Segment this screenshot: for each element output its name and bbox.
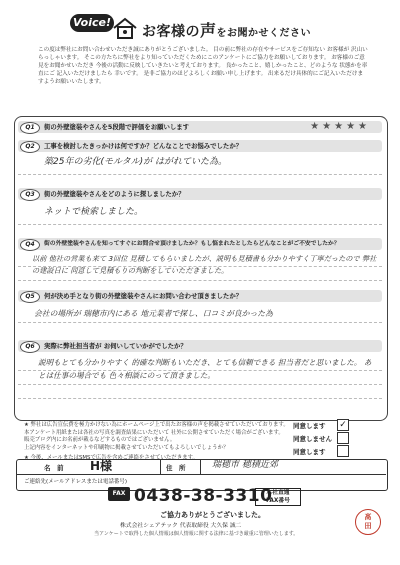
answer-line — [18, 370, 382, 371]
answer-q3: ネットで検索しました。 — [44, 207, 144, 217]
company-name: 株式会社シェアテック 代表取締役 大久保 誠二 — [120, 523, 242, 529]
question-row-q2 — [18, 140, 382, 152]
intro-text: この度は弊社にお問い合わせいただき誠にありがとうございました。 目の前に弊社の存在やサービスをご存知ない お客様が 沢山いらっしゃいます。 そこの方たちに弊社をより知っていただくためにこのアンケートにご協力をお願いしております。 お客様のご意見をお聞かせいただき 今後の活動に反映していきたいと考えております。 良かったこと、嬉しかったこと、どのような 状態かを率直にご 記入いただけましたら 幸いです。 是非ご協力のほどよろしくお願い申し上げます。 出来るだけ具体的にご記入いただけますようお願いいたします。 — [38, 47, 368, 85]
question-badge: Q4 — [20, 239, 40, 251]
fax-direct-box — [255, 488, 301, 506]
answer-line — [18, 280, 382, 281]
voice-badge: Voice! — [70, 14, 114, 32]
note-line: ★ 今後、メールまたはSMSで広告を含めご連絡をさせていただきます。 — [24, 455, 198, 461]
disagree-checkbox[interactable] — [337, 432, 349, 444]
note-line: ★ 弊社は広告宣伝費を極力かけない為にホームページ上で出たお客様の声を掲載させていただいております。 — [24, 422, 289, 428]
answer-line — [18, 174, 382, 175]
page-title: お客様の声をお聞かせください — [142, 21, 312, 40]
disagree-label: 同意しません — [293, 435, 332, 443]
agree-checkbox[interactable] — [337, 419, 349, 431]
answer-line — [18, 266, 382, 267]
divider — [200, 459, 201, 474]
fax-number: 0438-38-3310 — [134, 486, 273, 506]
fax-box-line: FAX番号 — [266, 498, 290, 504]
question-badge: Q2 — [20, 141, 40, 153]
question-badge: Q3 — [20, 189, 40, 201]
thanks-text: ご協力ありがとうございました。 — [160, 511, 265, 519]
contact-label: ご連絡先(メールアドレスまたは電話番号) — [24, 479, 128, 485]
divider — [16, 474, 386, 475]
question-row-q5 — [18, 290, 382, 302]
question-badge: Q1 — [20, 122, 40, 134]
agree-label: 同意します — [293, 422, 326, 430]
note-line: 上記内容をインターネットや印刷物に掲載させていただいてもよろしいでしょうか？ — [24, 444, 229, 451]
answer-line — [18, 224, 382, 225]
sms-agree-checkbox[interactable] — [337, 445, 349, 457]
question-badge: Q6 — [20, 341, 40, 353]
stamp-text: 髙 田 — [364, 513, 372, 530]
answer-line — [18, 384, 382, 385]
question-text: 実際に弊社担当者が お伺いしていかがでしたか？ — [44, 342, 187, 350]
note-line: 販売ブログ内にお名前が載るなどするものではございません。 — [24, 437, 176, 443]
notes — [24, 422, 304, 463]
answer-q2: 築25年の劣化(モルタル)が はがれていた為。 — [44, 157, 227, 167]
question-text: 街の外壁塗装やさんを5段階で評価をお願いします — [44, 123, 190, 131]
name-label: 名 前 — [44, 464, 64, 472]
address-value[interactable]: 瑞穂市 穂積近郊 — [212, 460, 278, 470]
address-label: 住 所 — [166, 464, 186, 472]
question-text: 何が決め手となり街の外壁塗装やさんにお問い合わせ頂きましたか？ — [44, 292, 243, 300]
sms-agree-label: 同意します — [293, 448, 326, 456]
question-row-q6 — [18, 340, 382, 352]
question-row-q3 — [18, 188, 382, 200]
question-text: 街の外壁塗装やさんをどのように探しましたか？ — [44, 190, 185, 198]
rating-stars: ★★★★★ — [310, 121, 370, 132]
fax-icon: FAX — [108, 487, 130, 501]
check-mark-icon: ✓ — [339, 420, 347, 430]
question-row-q1 — [18, 121, 382, 133]
fax-box-line: 本社直通 — [266, 490, 290, 496]
answer-q6: 説明もとても分かりやすく 的確な判断もいただき、とても信頼できる 担当者だと思いました。 あとは仕事の場合でも 色々相談にのって頂きました。 — [38, 358, 372, 380]
name-value[interactable]: H様 — [90, 459, 113, 473]
question-row-q4 — [18, 238, 382, 250]
answer-line — [18, 322, 382, 323]
answer-q4: 以前 他社の営業も来て 3回位 見積してもらいましたが、説明も見積書も分かりやすく丁寧だったので 弊社の建設日に 同意して見積もりの判断をしていただきました。 — [32, 254, 377, 275]
hanko-stamp — [355, 509, 381, 535]
note-line: 本アンケート用紙または各社の写真を調査結果にいただいて 社外に公開させていただく場合がございます。 — [24, 429, 284, 436]
answer-q5: 会社の場所が 瑞穂市内にある 地元業者で探し、口コミが良かった為 — [34, 309, 273, 318]
answer-line — [18, 398, 382, 399]
house-icon — [112, 17, 138, 39]
question-text: 工事を検討したきっかけは何ですか？どんなことでお悩みでしたか？ — [44, 142, 243, 150]
question-text: 街の外壁塗装やさんを知ってすぐにお問合せ頂けましたか？もし悩まれたとしたらどんなことがご不安でしたか？ — [44, 241, 340, 247]
privacy-footer: 当アンケートで取得した個人情報は個人情報に関する法律に基づき厳重に管理いたします。 — [94, 531, 299, 537]
divider — [160, 459, 161, 474]
question-badge: Q5 — [20, 291, 40, 303]
